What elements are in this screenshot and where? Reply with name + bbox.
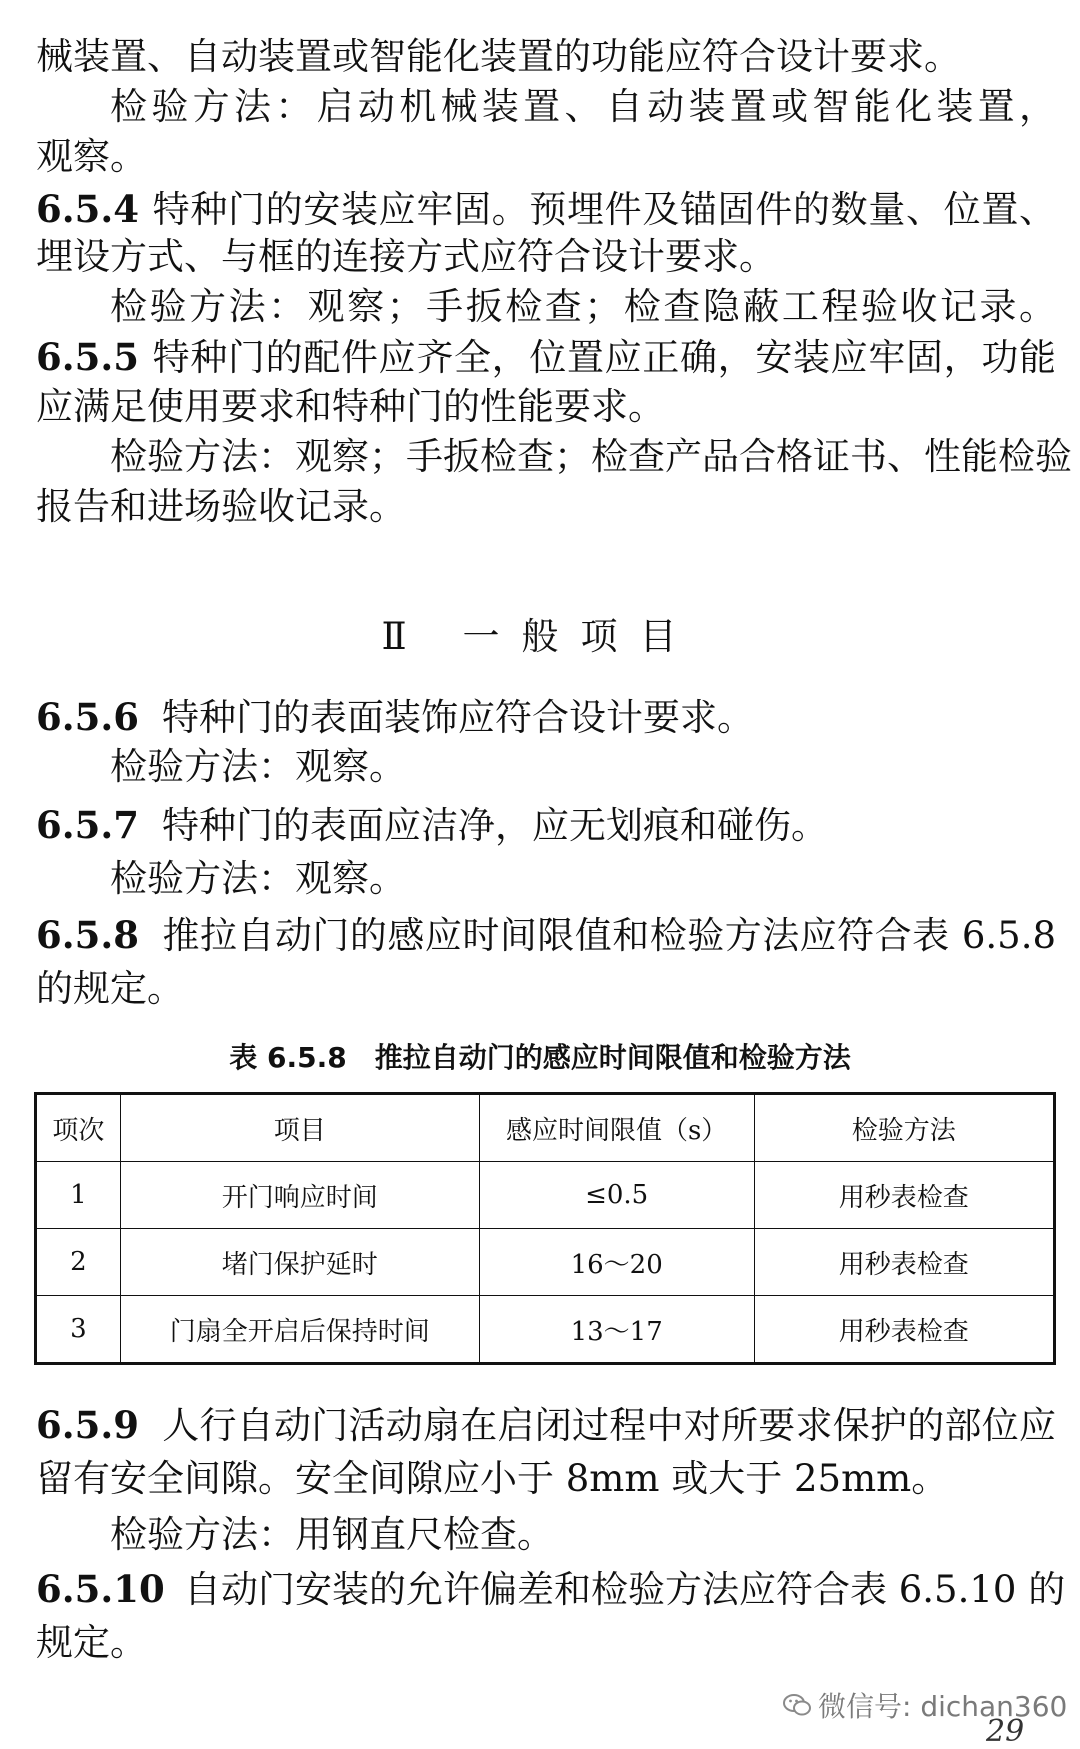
clause-text: 推拉自动门的感应时间限值和检验方法应符合表 6.5.8 — [162, 914, 1056, 957]
table-header-cell: 感应时间限值（s） — [479, 1094, 754, 1162]
clause-text: 自动门安装的允许偏差和检验方法应符合表 6.5.10 的 — [184, 1568, 1066, 1611]
text-line: 检验方法：启动机械装置、自动装置或智能化装置， — [110, 85, 1056, 128]
table-row — [36, 1296, 1055, 1364]
table-cell: 3 — [36, 1296, 121, 1364]
clause-6-5-5 — [36, 330, 1056, 385]
text-line: 观察。 — [36, 135, 147, 178]
table-cell: 1 — [36, 1162, 121, 1229]
text-line: 检验方法：观察；手扳检查；检查产品合格证书、性能检验 — [110, 435, 1072, 478]
clause-number: 6.5.8 — [36, 913, 139, 957]
table-header-row — [36, 1094, 1055, 1162]
clause-number: 6.5.5 — [36, 335, 139, 379]
table-title: 表 6.5.8 推拉自动门的感应时间限值和检验方法 — [229, 1041, 851, 1074]
watermark — [782, 1685, 1067, 1725]
clause-6-5-4 — [36, 182, 1056, 237]
clause-number: 6.5.4 — [36, 187, 139, 231]
clause-6-5-7 — [36, 798, 1056, 853]
clause-6-5-10 — [36, 1562, 1066, 1617]
table-cell: 用秒表检查 — [754, 1296, 1054, 1364]
table-cell: 2 — [36, 1229, 121, 1296]
clause-number: 6.5.7 — [36, 803, 139, 847]
text-line: 应满足使用要求和特种门的性能要求。 — [36, 385, 665, 428]
text-line: 埋设方式、与框的连接方式应符合设计要求。 — [36, 235, 776, 278]
clause-text: 特种门的安装应牢固。预埋件及锚固件的数量、位置、 — [152, 188, 1056, 231]
text-line: 规定。 — [36, 1621, 147, 1664]
text-line: 检验方法：观察。 — [110, 857, 406, 900]
clause-text: 特种门的表面装饰应符合设计要求。 — [162, 696, 754, 739]
text-line: 的规定。 — [36, 967, 184, 1010]
text-line: 留有安全间隙。安全间隙应小于 8mm 或大于 25mm。 — [36, 1457, 949, 1500]
table-cell: ≤0.5 — [479, 1162, 754, 1229]
table-header-cell: 检验方法 — [754, 1094, 1054, 1162]
clause-text: 人行自动门活动扇在启闭过程中对所要求保护的部位应 — [162, 1404, 1056, 1447]
table-header-cell: 项次 — [36, 1094, 121, 1162]
text-line: 检验方法：观察。 — [110, 745, 406, 788]
section-title: Ⅱ 一般项目 — [381, 615, 699, 658]
page-number: 29 — [986, 1714, 1025, 1749]
clause-6-5-8 — [36, 908, 1056, 963]
table-cell: 用秒表检查 — [754, 1229, 1054, 1296]
text-line: 检验方法：用钢直尺检查。 — [110, 1513, 554, 1556]
table-row — [36, 1229, 1055, 1296]
table-cell: 16～20 — [479, 1229, 754, 1296]
clause-text: 特种门的配件应齐全，位置应正确，安装应牢固，功能 — [152, 336, 1056, 379]
table-header-cell: 项目 — [120, 1094, 479, 1162]
table-cell: 开门响应时间 — [120, 1162, 479, 1229]
clause-number: 6.5.6 — [36, 695, 139, 739]
inspection-table — [34, 1092, 1056, 1365]
clause-6-5-9 — [36, 1398, 1056, 1453]
clause-number: 6.5.10 — [36, 1567, 165, 1611]
table-cell: 用秒表检查 — [754, 1162, 1054, 1229]
clause-6-5-6 — [36, 690, 1056, 745]
table-cell: 门扇全开启后保持时间 — [120, 1296, 479, 1364]
clause-text: 特种门的表面应洁净，应无划痕和碰伤。 — [162, 804, 828, 847]
table-cell: 13～17 — [479, 1296, 754, 1364]
wechat-icon — [782, 1692, 812, 1718]
watermark-text: 微信号: dichan360 — [818, 1690, 1068, 1723]
clause-number: 6.5.9 — [36, 1403, 139, 1447]
table-row — [36, 1162, 1055, 1229]
text-line: 械装置、自动装置或智能化装置的功能应符合设计要求。 — [36, 35, 961, 78]
text-line: 报告和进场验收记录。 — [36, 485, 406, 528]
table-cell: 堵门保护延时 — [120, 1229, 479, 1296]
text-line: 检验方法：观察；手扳检查；检查隐蔽工程验收记录。 — [110, 285, 1056, 328]
